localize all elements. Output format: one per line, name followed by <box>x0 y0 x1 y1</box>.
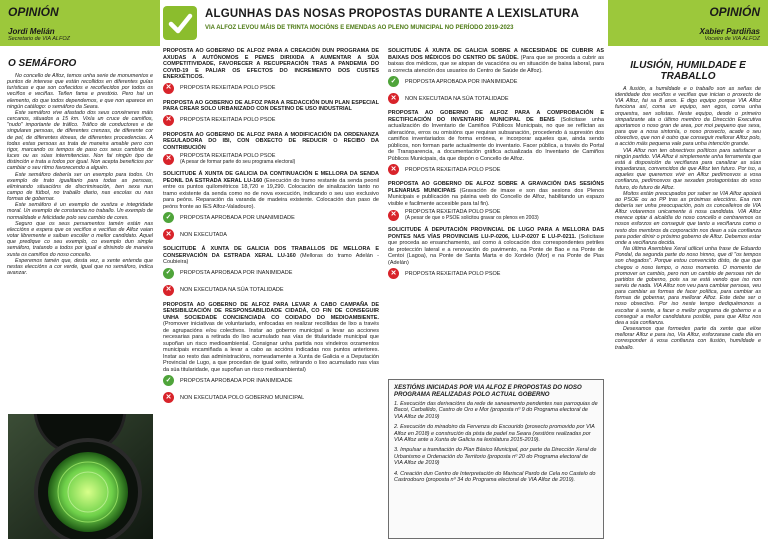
status-text: NON EXECUTADA NA SÚA TOTALIDADE <box>405 95 509 102</box>
right-section-label: OPINIÓN <box>709 5 760 19</box>
status-text: PROPOSTA REXEITADA POLO PSOE <box>405 209 501 215</box>
check-circle-icon: ✓ <box>388 76 399 87</box>
initiative-item: 1. Execución das derivacións da rede de saneamento pendentes nas parroquias de Bacoi, Carballido, Castro de Oro e Mor (proposta nº 9 do Programa electoral de VIA Alfoz de 2019) <box>394 401 598 420</box>
left-paragraph: No concello de Alfoz, temos unha serie de monumentos e puntos de interese que están recollidos en diferentes guías turísticas e que son coñecidos e recoñecidos por todos os veciños e veciñas. Teñen fama e prestixio. Pero hai un elemento, do que todos dependemos, e que non aparece en ningún catálogo: o semáforo da Seara. <box>7 73 153 110</box>
status-rejected <box>388 93 604 104</box>
x-circle-icon: ✕ <box>163 285 174 296</box>
proposal-heading: PROPOSTA AO GOBERNO DE ALFOZ PARA A COMPROBACIÓN E RECTIFICACIÓN DO INVENTARIO MUNICIPAL DE BENS <box>388 110 604 123</box>
left-author-role: Secretario de VIA ALFOZ <box>8 36 70 42</box>
status-approved <box>163 212 379 223</box>
proposal-item <box>163 132 379 152</box>
proposal-heading: SOLICITUDE Á XUNTA DE GALICIA SOBRE A NECESIDADE DE CUBRIR AS BAIXAS DOS MÉDICOS DO CENTRO DE SAÚDE. <box>388 48 604 61</box>
status-note: (A pesar de formar parte do seu programa electoral) <box>180 159 296 165</box>
right-article-title: ILUSIÓN, HUMILDADE E TRABALLO <box>630 60 746 82</box>
left-article-body <box>0 73 160 276</box>
status-rejected <box>163 153 379 165</box>
check-circle-icon: ✓ <box>163 375 174 386</box>
right-author-name: Xabier Pardiñas <box>699 27 760 36</box>
initiatives-box <box>388 379 604 539</box>
proposal-heading: PROPOSTA AO GOBERNO DE ALFOZ SOBRE A GRAVACIÓN DAS SESIÓNS PLENARIAS MUNICIPAIS <box>388 181 604 194</box>
right-paragraph: Na última Asemblea Xeral utilicei unha frase de Eduardo Pondal, da segunda parte do noso himno, que di "os tempos son chegados". Porque estou convencido disto, de que que chegou o noso tempo, o noso momento. O momento de promover un cambio, pero non un cambio de persoas nin de partidos de goberno, pois xa se está vendo que iso non serviu de nada. VIA Alfoz non veu para cambiar persoas, veu para cambiar as formas de facer política, para cambiar as formas de gobernar, para mellorar Alfoz. Este debe ser o noso obxectivo. Por iso neste tempo dediquémonos a escoitar á xente, a facer o mellor programa de goberno e a conseguir a mellor candidatura posible, para que Alfoz nos dea a súa confianza. <box>615 246 761 326</box>
left-paragraph: Este semáforo debería ser un exemplo para todos. Un exemplo de trato igualitario para todas as persoas, eliminando situacións de discriminación, ben sexa nun campo de fútbol, no traballo diario, nas escolas ou nas formas de gobernar. <box>7 171 153 203</box>
proposal-heading: PROPOSTA AO GOBERNO DE ALFOZ PARA A CREACIÓN DUN PROGRAMA DE AXUDAS A AUTÓNOMOS E PEMES DIRIXIDA A AUMENTAR A SÚA COMPETITIVIDADE, FAVORECER A RECUPERACIÓN TRAS A PANDEMIA DO COVID-19 E PALIAR OS EFECTOS DO INCREMENTO DOS CUSTES ENERXÉTICOS. <box>163 48 379 80</box>
proposal-body: (Solicitase que proceda ao ensanchamento, así como á colocación dos correspondentes petriles de protección lateral e a renovación do pavimento, na Ponte de Bao e na Ponte de Centoi (Lagoa), na Ponte de Santa Marta e do Xordelo (Mor) e na Ponte de Pias (Adelán) <box>388 233 604 266</box>
proposal-heading: SOLICITUDE Á XUNTA DE GALICIA DOS TRABALLOS DE MELLORA E CONSERVACIÓN DA ESTRADA XERAL LU-160 <box>163 246 379 259</box>
right-paragraph: Desexamos que formedes parte da xente que elixe mellorar Alfoz e para iso, Via Alfoz, esforzarase cada día en corresponder á vosa confianza con ilusión, humildade e traballo. <box>615 326 761 351</box>
proposal-body: (Execución do tramo restante da senda peonil entre os puntos quilométricos 18,720 e 19,290. Colocación de sinalización tanto no tramo existente da senda como no de nova execución, indicando o seu uso exclusivo para peóns. Reparación da varanda de madeira existente. Colocación dun paso de peóns fronte ao IES Alfoz-Valadouro). <box>163 177 379 210</box>
x-circle-icon: ✕ <box>388 93 399 104</box>
proposal-heading: SOLICITUDE Á DEPUTACIÓN PROVINCIAL DE LUGO PARA A MELLORA DAS PONTES NAS VÍAS PROVINCIAIS LU-P-0206, LU-P-0207 E LU-P-0211. <box>388 227 604 240</box>
left-opinion-column <box>0 0 160 543</box>
x-circle-icon: ✕ <box>163 392 174 403</box>
status-note: (A pesar de que o PSOE solicitou gravar os plenos en 2003) <box>405 215 539 221</box>
right-article-body <box>608 86 768 351</box>
traffic-light-photo <box>8 414 153 539</box>
status-approved <box>163 268 379 279</box>
status-rejected <box>388 209 604 221</box>
right-opinion-header <box>608 0 768 46</box>
proposals-banner <box>163 0 605 46</box>
right-author-role: Voceiro de VIA ALFOZ <box>704 36 760 42</box>
initiatives-list <box>394 401 598 483</box>
proposals-title: ALGUNHAS DAS NOSAS PROPOSTAS DURANTE A LEXISLATURA <box>205 8 580 20</box>
right-paragraph: A ilusión, a humildade e o traballo son as señas de identidade dos veciños e veciñas que inician o proxecto de VIA Alfoz, fai xa 8 anos. E digo equipo porque VIA Alfoz funciona así, coma un equipo, sen egos, coma unha orquestra, sen solistas. Neste equipo, desde o primeiro simpatizante ata o último membro da Dirección Executiva aportamos o noso gran de area, por moi pequeno que sexa, para que a nosa sintonía, o noso proxecto, acade o seu obxectivo, que non é outro que conseguir mellorar Alfoz polo, a acción máis pequena vale para unha intención grande. <box>615 86 761 148</box>
left-opinion-header <box>0 0 160 46</box>
proposal-item <box>388 110 604 162</box>
proposals-column-b <box>388 48 604 285</box>
left-author-name: Jordi Melián <box>8 27 55 36</box>
status-text: PROPOSTA REXEITADA POLO PSOE <box>405 270 501 277</box>
x-circle-icon: ✕ <box>163 83 174 94</box>
checkmark-icon <box>163 6 197 40</box>
proposal-item <box>163 48 379 81</box>
x-circle-icon: ✕ <box>163 115 174 126</box>
proposal-body: (Gravación de imaxe e son das sesions dos Plenos Municipais e publicación na páxina web do Concello de Alfoz, habilitando un espazo visible e facilmente accesible para tal fin). <box>388 187 604 207</box>
status-rejected <box>163 392 379 403</box>
check-circle-icon: ✓ <box>163 212 174 223</box>
left-paragraph: Esperemos tamén que, desta vez, a xente entenda que nestas eleccións a cor verde, igual que no semáforo, indica avanzar. <box>7 257 153 276</box>
x-circle-icon: ✕ <box>388 164 399 175</box>
proposal-heading: PROPOSTA AO GOBERNO DE ALFOZ PARA A MODIFICACIÓN DA ORDENANZA REGULADORA DO IBI, CON OBXECTO DE REDUCIR O RECIBO DA CONTRIBUCIÓN <box>163 131 379 151</box>
proposal-body: (Melloras do tramo Adelán - Coubieira) <box>163 252 379 265</box>
status-rejected <box>388 268 604 279</box>
status-rejected <box>163 229 379 240</box>
status-approved <box>388 76 604 87</box>
right-paragraph: VIA Alfoz non ten obxectivos políticos para satisfacer a ningún partido. VIA Alfoz é simplemente unha ferramenta que está á disposición da veciñanza para canalizar as súas inquedanzas, convencidos de que Alfoz ten futuro. Por iso, a aqueles que queremos vivir en Alfoz pedímosvos a vosa confianza, pedímosvos que sexades protagonistas do voso futuro, do futuro de Alfoz. <box>615 147 761 191</box>
proposal-item <box>388 181 604 207</box>
traffic-light-illustration <box>8 414 153 539</box>
proposal-body: (Para que se proceda a cubrir as baixas dos médicos, que se atopan de vacacións ou en situación de baixa laboral, para a correcta atención dos usuarios do Centro de Saúde de Alfoz). <box>388 54 604 74</box>
right-opinion-column <box>608 0 768 543</box>
proposal-item <box>163 246 379 266</box>
status-text: NON EXECUTADA NA SÚA TOTALIDADE <box>180 287 284 293</box>
initiative-item: 3. Impulsar a tramitación do Plan Básico Municipal, por parte da Dirección Xeral de Urbanismo e Ordenación do Territorio (proposta nº 20 do Programa electoral de VIA Alfoz de 2019) <box>394 447 597 467</box>
proposals-subtitle: VIA ALFOZ LEVOU MÁIS DE TRINTA MOCIÓNS E EMENDAS AO PLENO MUNICIPAL NO PERÍODO 2019-2023 <box>205 25 514 31</box>
center-proposals <box>163 0 605 543</box>
proposal-heading: PROPOSTA AO GOBERNO DE ALFOZ PARA A REDACCIÓN DUN PLAN ESPECIAL PARA CREAR SOLO URBANIZADO CON DESTINO DE USO INDUSTRIAL <box>163 99 379 112</box>
left-section-label: OPINIÓN <box>8 5 59 19</box>
status-rejected <box>388 164 604 175</box>
proposal-item <box>163 100 379 113</box>
status-text: NON EXECUTADA <box>180 231 227 238</box>
right-paragraph: Moitos están preocupados por saber se VIA Alfoz apoiará ao PSOE ou ao PP tras as próximas eleccións. Esa non debería ser unha preocupación, pois os concelleiros de VIA Alfoz votaremos unicamente á nosa candidata. VIA Alfoz merece optar á alcaldía do noso concello e centraremos os nosos esforzos en conseguir que tanto a veciñanza como o resto dos membros da corporación nos dean a súa confianza para poder dirixir o próximo goberno de Alfoz. Debemos estar onde a veciñanza decida. <box>615 190 761 246</box>
proposals-column-a <box>163 48 379 409</box>
x-circle-icon: ✕ <box>163 154 174 165</box>
status-text: PROPOSTA APROBADA POR INANIMIDADE <box>405 78 518 85</box>
status-text: PROPOSTA APROBADA POR UNANIMIDADE <box>180 214 295 221</box>
check-circle-icon: ✓ <box>163 268 174 279</box>
x-circle-icon: ✕ <box>163 229 174 240</box>
left-paragraph: Este semáforo é un exemplo de xustiza e integridade moral. Un exemplo de constancia no traballo. Un exemplo de normalidade e felicidade polo seu cambio de cores. <box>7 202 153 221</box>
status-text: PROPOSTA APROBADA POR INANIMIDADE <box>180 270 293 276</box>
proposal-heading: PROPOSTA AO GOBERNO DE ALFOZ PARA LEVAR A CABO CAMPAÑA DE SENSIBILIZACIÓN DE RESPONSABILIDADE CIDADÁ, CO FIN DE CONSEGUIR UNHA SOCIEDADE CONCIENCIADA CO COIDADO DO MEDIOAMBIENTE. <box>163 301 379 321</box>
initiative-item: 2. Execución do miradoiro da Fervenza do Escourido (proxecto promovido por VIA Alfoz en 2018) e construción da pista de padel na Seara (xestións realizadas por VIA Alfoz ante a Xunta de Galicia na lexislatura 2015-2019). <box>394 424 595 444</box>
proposal-item <box>388 48 604 74</box>
proposal-item <box>163 302 379 374</box>
status-text: PROPOSTA APROBADA POR INANIMIDADE <box>180 377 293 384</box>
proposal-body: (Promover iniciativas de voluntariado, enfocadas en realizar recollidas de lixo a través de agrupacións e/ou colectivos. Instar ao goberno municipal a levar ao acciones necesarias para a retirada do lixo acumulado nas vías de titularidade municipal que supoñan un risco medioambiental. Consignar unha partida nos vindeiros orzamentos municipais encamiñada a levar a cabo as accións indicadas nos puntos anteriores. Instar ao resto das administracións, nomeadamente a Xunta de Galicia e a Deputación Provincial de Lugo, a que procedan de igual xeito, retirando o lixo acumulado nas vías da súa titularidade, que supoñan un risco medioambiental) <box>163 321 379 373</box>
status-rejected <box>163 115 379 126</box>
proposal-item <box>388 227 604 266</box>
status-text: PROPOSTA REXEITADA POLO PSOE <box>180 153 276 159</box>
status-text: PROPOSTA REXEITADA POLO PSOE <box>180 85 276 91</box>
status-text: NON EXECUTADA POLO GOBERNO MUNICIPAL <box>180 394 305 401</box>
left-article-title: O SEMÁFORO <box>8 58 77 69</box>
initiatives-title: XESTIÓNS INICIADAS POR VIA ALFOZ E PROPOSTAS DO NOSO PROGRAMA REALIZADAS POLO ACTUAL GOBERNO <box>394 384 582 398</box>
x-circle-icon: ✕ <box>388 210 399 221</box>
status-rejected <box>163 285 379 296</box>
left-paragraph: Seguro que os seus persamentos tamén están nas eleccións e espera que os veciños e veciñas de Alfoz vaian votar libremente e saiban escoller o mellor candidato. Aquel que predique co seu exemplo, co exemplo dun simple semáforo, tratando a todos por igual e dirixindo de maneira xusta os camiños do noso concello. <box>7 220 153 258</box>
x-circle-icon: ✕ <box>388 268 399 279</box>
proposal-item <box>163 171 379 210</box>
status-text: PROPOSTA REXEITADA POLO PSOE <box>405 166 501 173</box>
left-paragraph: Este semáforo vive afastado dos seus conxéneres máis cercanos, situados a 15 km. Vixía un cruce de camiños, "nudo" importante de tráfico. Tráfico de conductores e de singulares persoas, de diferentes crenzas, de diferente cor de pel, de diferentes étneas, de diferentes procedencias. A todas estas persoas as trata de maneira amable pero con rigor, marcando os tempos de paso cos seus cambios de luces ou as súas intermitencias. Non fai ningún tipo de distinción e trata a todos por igual. Non acepta beneficios por cambiar o seu ritmo favorecendo a alguén. <box>7 109 153 172</box>
status-text: PROPOSTA REXEITADA POLO PSOE <box>180 117 276 123</box>
status-rejected <box>163 83 379 94</box>
proposal-body: (Solicitase unha actualización do Inventario de Camiños Públicos Municipais, no que se reflictan as alteracións, erros ou omisións que requiran subsanación, procedendo á supresión dos camiños inventariados de forma errónea, e incorporar aqueles que, ainda sendo públicos, non forman parte actualmente do inventario. Facer pública, a través do Portal de Transparencia, a documentación gráfica actualizada do Inventario de Camiños Públicos Municipais, da que dispón o Concello de Alfoz. <box>388 116 604 162</box>
status-approved <box>163 375 379 386</box>
proposal-heading: SOLICITUDE Á XUNTA DE GALICIA DA CONTINUACIÓN E MELLORA DA SENDA PEONIL DA ESTRADA XERAL LU-160 <box>163 171 379 184</box>
initiative-item: 4. Creación dun Centro de Interpretación do Mariscal Pardo de Cela no Castelo do Castrodouro (proposta nº 34 do Programa electoral de VIA Alfoz de 2019). <box>394 470 596 484</box>
